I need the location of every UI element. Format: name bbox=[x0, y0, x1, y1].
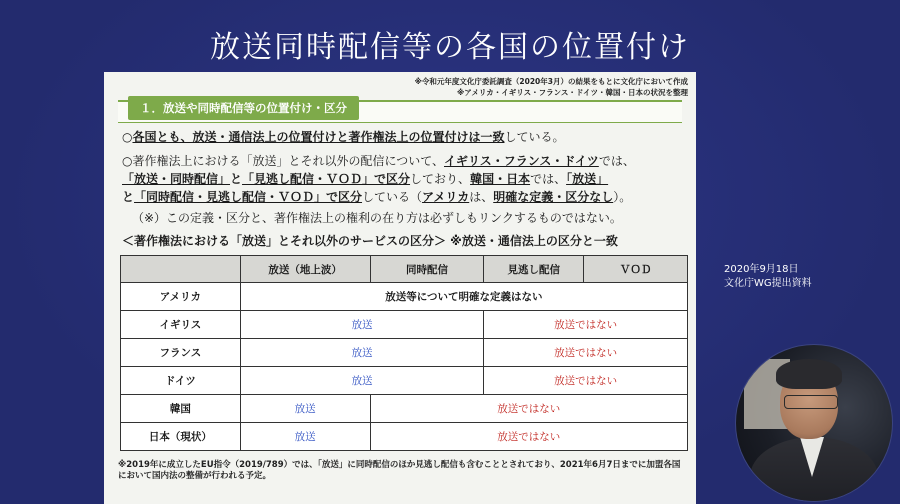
table-row bbox=[121, 339, 688, 367]
country-cell: フランス bbox=[121, 339, 241, 367]
classification-table bbox=[120, 255, 688, 451]
country-cell: 韓国 bbox=[121, 395, 241, 423]
emphasis-text: 明確な定義・区分なし bbox=[493, 190, 614, 204]
glasses-icon bbox=[784, 395, 838, 409]
emphasis-text: 「同時配信・見逃し配信・ＶＯＤ」で区分 bbox=[134, 190, 363, 204]
emphasis-text: 「放送・同時配信」 bbox=[122, 172, 231, 186]
emphasis-text: 「放送」 bbox=[566, 172, 609, 186]
plain-text: は、 bbox=[469, 190, 494, 204]
not-broadcast-cell: 放送ではない bbox=[484, 311, 688, 339]
bullet-mark: ○ bbox=[122, 130, 133, 144]
paragraph-classification bbox=[122, 152, 682, 206]
plain-text: では、 bbox=[530, 172, 567, 186]
side-note-source: 文化庁WG提出資料 bbox=[724, 278, 812, 289]
emphasis-text: アメリカ bbox=[422, 190, 470, 204]
side-note-date: 2020年9月18日 bbox=[724, 264, 799, 275]
footnote: ※2019年に成立したEU指令（2019/789）では、「放送」に同時配信のほか見逃し配信も含むこととされており、2021年6月7日までに加盟各国において国内法の整備が行われる予定。 bbox=[118, 460, 681, 481]
table-header-row bbox=[121, 256, 688, 283]
table-row bbox=[121, 311, 688, 339]
column-header: ＶＯＤ bbox=[584, 256, 688, 283]
emphasis-text: 韓国・日本 bbox=[470, 172, 531, 186]
not-broadcast-cell: 放送ではない bbox=[370, 423, 687, 451]
broadcast-cell: 放送 bbox=[240, 423, 370, 451]
table-row bbox=[121, 395, 688, 423]
plain-text: では、 bbox=[598, 154, 635, 168]
plain-text: ○著作権法上における「放送」とそれ以外の配信について、 bbox=[122, 154, 444, 168]
table-row bbox=[121, 367, 688, 395]
paragraph-consistency bbox=[122, 128, 682, 146]
broadcast-cell: 放送 bbox=[240, 395, 370, 423]
country-cell: ドイツ bbox=[121, 367, 241, 395]
emphasis-text: 各国とも、放送・通信法上の位置付けと著作権法上の位置付けは一致 bbox=[132, 130, 505, 144]
country-cell: イギリス bbox=[121, 311, 241, 339]
country-cell: 日本（現状） bbox=[121, 423, 241, 451]
section-label: １．放送や同時配信等の位置付け・区分 bbox=[128, 96, 359, 120]
not-broadcast-cell: 放送ではない bbox=[484, 339, 688, 367]
source-note-1: ※令和元年度文化庁委託調査（2020年3月）の結果をもとに文化庁において作成 bbox=[414, 77, 688, 86]
table-row bbox=[121, 283, 688, 311]
column-header: 同時配信 bbox=[370, 256, 484, 283]
speaker-hair bbox=[776, 359, 842, 389]
plain-text: している。 bbox=[504, 130, 565, 144]
document-page bbox=[104, 72, 696, 504]
corner-cell bbox=[121, 256, 241, 283]
plain-text: と bbox=[230, 172, 243, 186]
table-row bbox=[121, 423, 688, 451]
broadcast-cell: 放送 bbox=[240, 339, 484, 367]
emphasis-text: 「見逃し配信・ＶＯＤ」で区分 bbox=[242, 172, 411, 186]
plain-text: しており、 bbox=[410, 172, 471, 186]
slide-title: 放送同時配信等の各国の位置付け bbox=[210, 30, 690, 65]
paragraph-caveat: （※）この定義・区分と、著作権法上の権利の在り方は必ずしもリンクするものではない。 bbox=[132, 211, 622, 225]
source-notes bbox=[415, 76, 688, 98]
column-header: 放送（地上波） bbox=[240, 256, 370, 283]
status-cell: 放送等について明確な定義はない bbox=[240, 283, 687, 311]
side-note bbox=[724, 263, 812, 291]
section-bar bbox=[118, 100, 682, 123]
table-heading: ＜著作権法における「放送」とそれ以外のサービスの区分＞ ※放送・通信法上の区分と一致 bbox=[122, 234, 618, 248]
emphasis-text: イギリス・フランス・ドイツ bbox=[444, 154, 599, 168]
broadcast-cell: 放送 bbox=[240, 367, 484, 395]
country-cell: アメリカ bbox=[121, 283, 241, 311]
not-broadcast-cell: 放送ではない bbox=[370, 395, 687, 423]
speaker-video bbox=[735, 344, 893, 502]
plain-text: と bbox=[122, 190, 135, 204]
not-broadcast-cell: 放送ではない bbox=[484, 367, 688, 395]
plain-text: ）。 bbox=[613, 190, 632, 204]
broadcast-cell: 放送 bbox=[240, 311, 484, 339]
source-note-2: ※アメリカ・イギリス・フランス・ドイツ・韓国・日本の状況を整理 bbox=[456, 88, 688, 97]
column-header: 見逃し配信 bbox=[484, 256, 584, 283]
plain-text: している（ bbox=[362, 190, 423, 204]
